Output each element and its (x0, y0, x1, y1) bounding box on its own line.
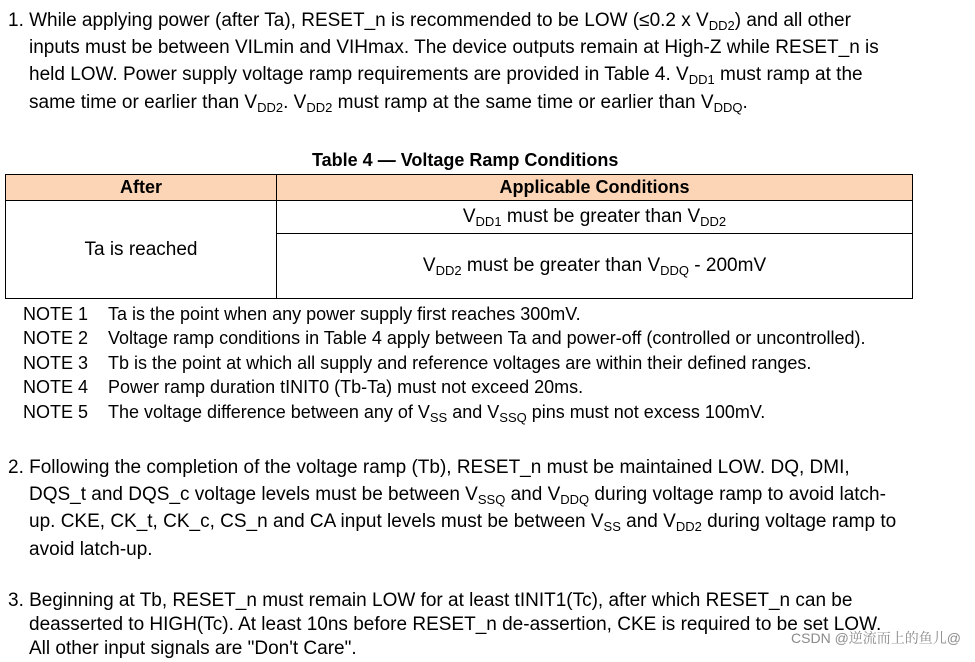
note-2: NOTE 2 Voltage ramp conditions in Table 4 apply between Ta and power-off (controlled or uncontrolled). (23, 328, 866, 348)
note-5: NOTE 5 The voltage difference between any of $V_{SS}$ and $V_{SSQ}$ pins must not excess 100mV. (23, 402, 766, 425)
paragraph-2-line-3: up. CKE, CK_t, CK_c, CS_n and CA input levels must be between $V_{SS}$ and $V_{DD2}$ during voltage ramp to (29, 511, 897, 534)
paragraph-2-line-4: avoid latch-up. (29, 539, 153, 560)
paragraph-1-line-2: inputs must be between VILmin and VIHmax. The device outputs remain at High-Z while RESET_n is (29, 37, 879, 58)
table-header-after: After (6, 175, 277, 201)
paragraph-2-line-1: 2. Following the completion of the voltage ramp (Tb), RESET_n must be maintained LOW. DQ, DMI, (8, 457, 850, 478)
table-header-conditions: Applicable Conditions (277, 175, 913, 201)
table-row (6, 201, 913, 234)
table-cell-after: Ta is reached (6, 201, 277, 299)
table-cell-condition-1: $V_{DD1}$ must be greater than $V_{DD2}$ (277, 201, 913, 234)
paragraph-1-line-1: 1. While applying power (after Ta), RESET_n is recommended to be LOW (≤0.2 x $V_{DD2}$) and all other (8, 10, 851, 33)
table-header-row (6, 175, 913, 201)
paragraph-3-line-2: deasserted to HIGH(Tc). At least 10ns before RESET_n de-assertion, CKE is required to be set LOW. (29, 614, 882, 635)
paragraph-1-line-3: held LOW. Power supply voltage ramp requirements are provided in Table 4. $V_{DD1}$ must ramp at the (29, 64, 863, 87)
paragraph-3-line-3: All other input signals are "Don't Care". (29, 638, 357, 659)
paragraph-2-line-2: DQS_t and DQS_c voltage levels must be between $V_{SSQ}$ and $V_{DDQ}$ during voltage ramp to avoid latch- (29, 484, 886, 507)
voltage-ramp-table (5, 174, 913, 299)
note-3: NOTE 3 Tb is the point at which all supply and reference voltages are within their defined ranges. (23, 353, 812, 373)
table-cell-condition-2: $V_{DD2}$ must be greater than $V_{DDQ} - 200mV$ (277, 234, 913, 299)
note-1: NOTE 1 Ta is the point when any power supply first reaches 300mV. (23, 304, 581, 324)
note-4: NOTE 4 Power ramp duration tINIT0 (Tb-Ta) must not exceed 20ms. (23, 377, 584, 397)
table-title: Table 4 — Voltage Ramp Conditions (312, 150, 619, 170)
paragraph-3-line-1: 3. Beginning at Tb, RESET_n must remain LOW for at least tINIT1(Tc), after which RESET_n can be (8, 590, 853, 611)
paragraph-1-line-4: same time or earlier than $V_{DD2}$. $V_{DD2}$ must ramp at the same time or earlier than $V_{DDQ}$. (29, 92, 748, 115)
watermark: CSDN @逆流而上的鱼儿@ (791, 630, 961, 646)
